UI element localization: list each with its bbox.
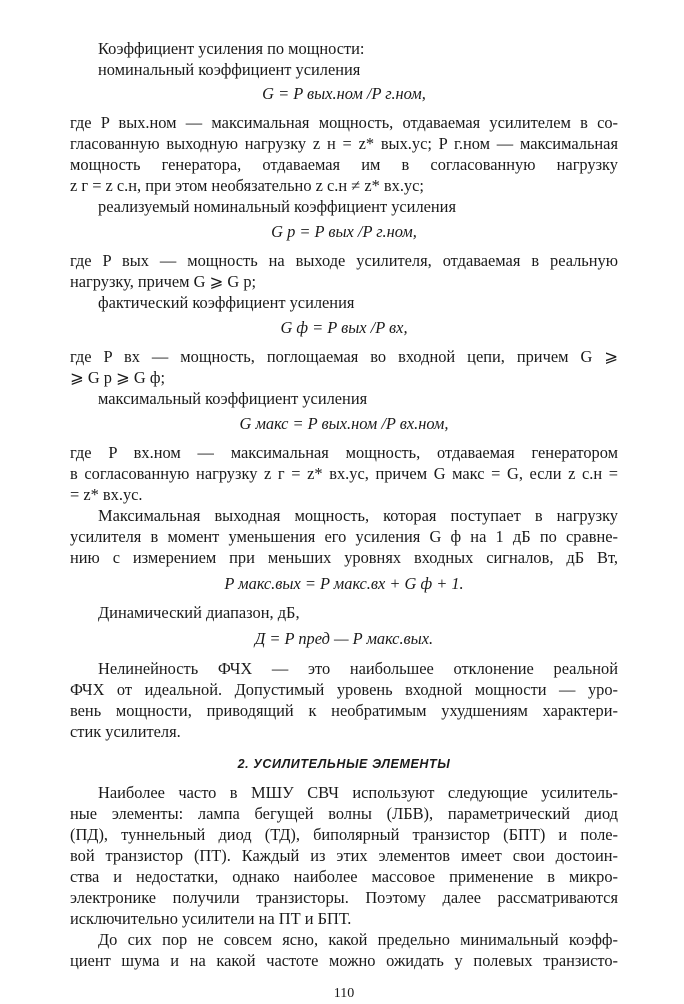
text-line: где P вх — мощность, поглощаемая во входной цепи, причем G ⩾ — [70, 347, 618, 366]
text-line: в согласованную нагрузку z г = z* вх.ус, причем G макс = G, если z с.н = — [70, 464, 618, 483]
text-line: электронике получили транзисторы. Поэтому далее рассматриваются — [70, 888, 618, 907]
text-line: стик усилителя. — [70, 722, 181, 741]
text-line: Динамический диапазон, дБ, — [98, 603, 300, 622]
text-line: = z* вх.ус. — [70, 485, 143, 504]
formula-max-gain: G макс = P вых.ном /P вх.ном, — [239, 414, 449, 433]
formula-max-output-power: P макс.вых = P макс.вх + G ф + 1. — [224, 574, 464, 593]
text-line: где P вых.ном — максимальная мощность, отдаваемая усилителем в со- — [70, 113, 618, 132]
formula-actual-gain: G ф = P вых /P вх, — [280, 318, 408, 337]
text-line: нагрузку, причем G ⩾ G p; — [70, 272, 257, 291]
text-line: вень мощности, приводящий к необратимым ухудшениям характери- — [70, 701, 618, 720]
text-line: реализуемый номинальный коэффициент усиления — [98, 197, 456, 216]
text-line: исключительно усилители на ПТ и БПТ. — [70, 909, 352, 928]
text-line: До сих пор не совсем ясно, какой предельно минимальный коэфф- — [98, 930, 618, 949]
formula-nominal-gain: G = P вых.ном /P г.ном, — [262, 84, 426, 103]
text-line: ⩾ G p ⩾ G ф; — [70, 368, 165, 387]
page-number: 110 — [333, 986, 355, 1001]
text-line: максимальный коэффициент усиления — [98, 389, 368, 408]
text-line: Коэффициент усиления по мощности: — [98, 39, 365, 58]
text-line: ФЧХ от идеальной. Допустимый уровень входной мощности — уро- — [70, 680, 618, 699]
section-heading: 2. УСИЛИТЕЛЬНЫЕ ЭЛЕМЕНТЫ — [237, 757, 451, 771]
text-line: z г = z с.н, при этом необязательно z с.н ≠ z* вх.ус; — [70, 176, 424, 195]
text-line: ные элементы: лампа бегущей волны (ЛБВ), параметрический диод — [70, 804, 618, 823]
text-line: мощность генератора, отдаваемая им в согласованную нагрузку — [70, 155, 618, 174]
text-line: циент шума и на какой частоте можно ожидать у полевых транзисто- — [70, 951, 618, 970]
text-line: Максимальная выходная мощность, которая поступает в нагрузку — [98, 506, 618, 525]
text-line: гласованную выходную нагрузку z н = z* вых.ус; P г.ном — максимальная — [70, 134, 618, 153]
text-line: усилителя в момент уменьшения его усиления G ф на 1 дБ по сравне- — [70, 527, 618, 546]
text-line: нию с измерением при меньших уровнях входных сигналов, дБ Вт, — [70, 548, 618, 567]
text-line: Нелинейность ФЧХ — это наибольшее отклонение реальной — [98, 659, 618, 678]
text-line: фактический коэффициент усиления — [98, 293, 355, 312]
text-line: где P вх.ном — максимальная мощность, отдаваемая генератором — [70, 443, 618, 462]
text-line: ства и недостатки, однако наиболее массовое применение в микро- — [70, 867, 618, 886]
text-line: (ПД), туннельный диод (ТД), биполярный транзистор (БПТ) и поле- — [70, 825, 618, 844]
text-line: номинальный коэффициент усиления — [98, 60, 361, 79]
formula-realizable-gain: G p = P вых /P г.ном, — [271, 222, 417, 241]
text-line: где P вых — мощность на выходе усилителя, отдаваемая в реальную — [70, 251, 618, 270]
formula-dynamic-range: Д = P пред — P макс.вых. — [254, 629, 434, 648]
text-line: вой транзистор (ПТ). Каждый из этих элементов имеет свои достоин- — [70, 846, 618, 865]
text-line: Наиболее часто в МШУ СВЧ используют следующие усилитель- — [98, 783, 618, 802]
